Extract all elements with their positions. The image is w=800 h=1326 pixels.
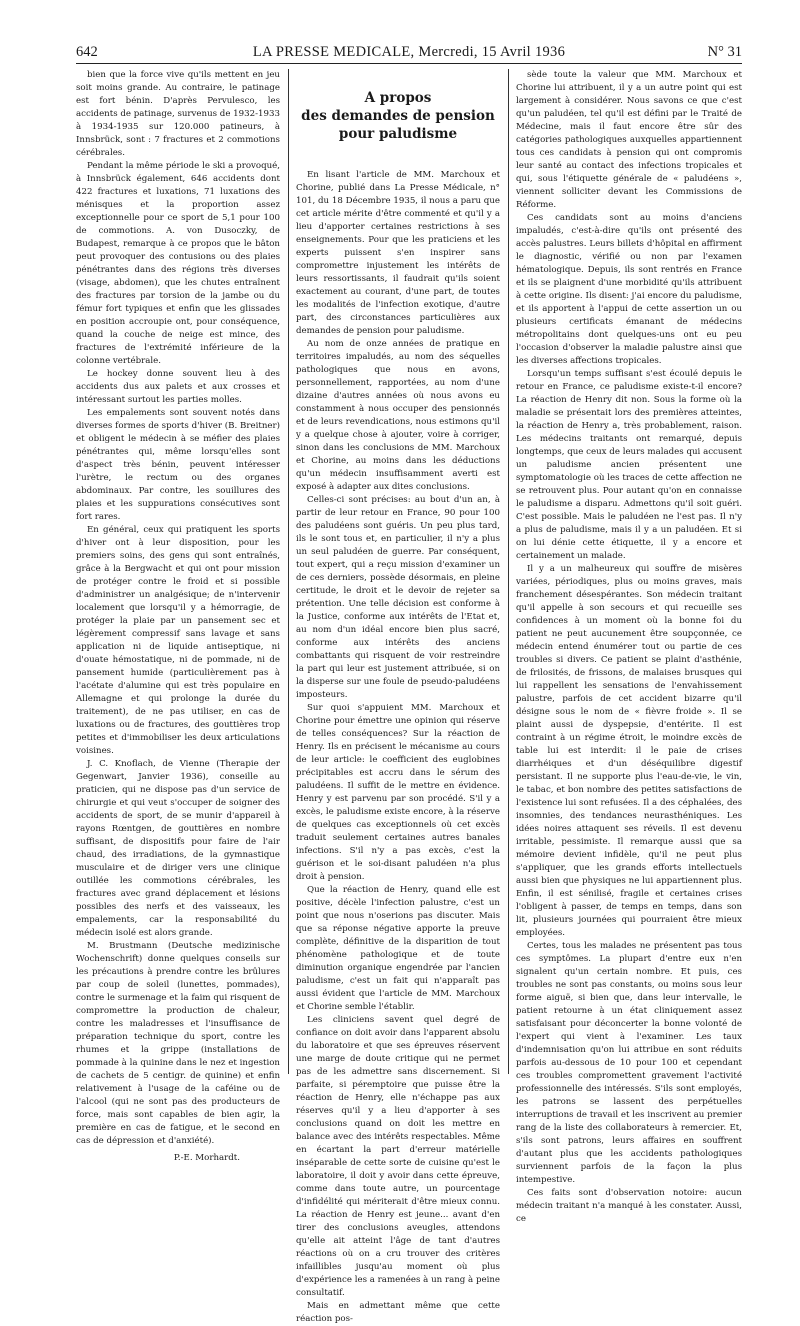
paragraph: Lorsqu'un temps suffisant s'est écoulé depuis le retour en France, ce paludisme existe-t-il encore? La réaction de Henry dit non. Sous la forme où la maladie se présentait lors des premières atteintes, la réaction de Henry a, très probablement, raison. Les médecins traitants ont remarqué, depuis longtemps, que ceux de leurs malades qui accusent un paludisme ancien présentent une symptomatologie où les traces de cette affection ne se retrouvent plus. Pour autant qu'on en connaisse le paludisme a disparu. Admettons qu'il soit guéri. C'est possible. Mais le paludéen ne l'est pas. Il n'y a plus de paludisme, mais il y a un paludéen. Et si on lui dénie cette étiquette, il y a encore et certainement un malade.	[516, 369, 742, 561]
paragraph: Que la réaction de Henry, quand elle est positive, décèle l'infection palustre, c'est un point que nous n'oserions pas discuter. Mais que sa réponse négative apporte la preuve complète, définitive de la disparition de tout phénomène pathologique et de toute diminution organique engendrée par l'ancien paludisme, c'est un fait qui n'apparaît pas aussi évident que l'article de MM. Marchoux et Chorine semble l'établir.	[296, 885, 500, 1012]
paragraph: Le hockey donne souvent lieu à des accidents dus aux palets et aux crosses et intéressant surtout les parties molles.	[76, 369, 280, 405]
paragraph: Au nom de onze années de pratique en territoires impaludés, au nom des séquelles pathologiques que nous en avons, personnellement, rapportées, au nom d'une dizaine d'autres années où nous avons eu constamment à nous occuper des pensionnés et de leurs revendications, nous estimons qu'il y a quelque chose à ajouter, voire à corriger, sinon dans les conclusions de MM. Marchoux et Chorine, au moins dans les déductions qu'un médecin insuffisamment averti est exposé à adapter aux dites conclusions.	[296, 339, 500, 492]
paragraph: En général, ceux qui pratiquent les sports d'hiver ont à leur disposition, pour les premiers soins, des gens qui sont entraînés, grâce à la Bergwacht et qui ont pour mission de protéger contre le froid et si possible d'administrer un analgésique; de n'intervenir localement que lorsqu'il y a hémorragie, de protéger la plaie par un pansement sec et légèrement compressif sans lavage et sans application ni de liquide antiseptique, ni d'ouate hémostatique, ni de pommade, ni de pansement humide (particulièrement pas à l'acétate d'alumine qui est très populaire en Allemagne et qui prolonge la durée du traitement), de ne pas utiliser, en cas de luxations ou de fractures, des gouttières trop petites et d'immobiliser les deux articulations voisines.	[76, 525, 280, 756]
paragraph: Ces faits sont d'observation notoire: aucun médecin traitant n'a manqué à les constater. Aussi, ce	[516, 1188, 742, 1224]
issue-number: N° 31	[707, 44, 742, 60]
title-line: pour paludisme	[338, 126, 458, 142]
header-rule	[76, 63, 742, 64]
column-left	[76, 69, 280, 1163]
running-header	[76, 44, 742, 66]
paragraph: M. Brustmann (Deutsche medizinische Wochenschrift) donne quelques conseils sur les précautions à prendre contre les brûlures par coup de soleil (lunettes, pommades), contre le surmenage et la faim qui risquent de compromettre la production de chaleur, contre les maladresses et l'insuffisance de préparation technique du sport, contre les rhumes et la grippe (installations de pommade à la quinine dans le nez et ingestion de cachets de 5 centigr. de quinine) et enfin relativement à l'usage de la caféine ou de l'alcool (qui ne sont pas des producteurs de force, mais sont capables de bien agir, la première en cas de fatigue, et le second en cas de dépression et d'anxiété).	[76, 941, 280, 1146]
column-right	[516, 69, 742, 1224]
paragraph: Mais en admettant même que cette réaction pos-	[296, 1301, 500, 1324]
journal-title: LA PRESSE MEDICALE, Mercredi, 15 Avril 1936	[252, 44, 566, 60]
column-divider	[508, 69, 509, 1074]
paragraph: En lisant l'article de MM. Marchoux et Chorine, publié dans La Presse Médicale, n° 101, du 18 Décembre 1935, il nous a paru que cet article mérite d'être commenté et qu'il y a lieu d'apporter certaines restrictions à ses enseignements. Pour que les praticiens et les experts puissent s'en inspirer sans compromettre injustement les intérêts de leurs ressortissants, il faudrait qu'ils soient exactement au courant, d'une part, de toutes les modalités de l'infection exotique, d'autre part, des circonstances particulières aux demandes de pension pour paludisme.	[296, 170, 500, 336]
paragraph: Pendant la même période le ski a provoqué, à Innsbrück également, 646 accidents dont 422 fractures et luxations, 71 luxations des ménisques et la proportion assez exceptionnelle pour ce sport de 5,1 pour 100 de commotions. A. von Dusoczky, de Budapest, remarque à ce propos que le bâton peut provoquer des contusions ou des plaies pénétrantes dans des régions très diverses (visage, abdomen), que les chutes entraînent des fractures par torsion de la jambe ou du fémur fort typiques et enfin que les glissades en position accroupie ont, pour conséquence, quand la couche de neige est mince, des fractures de l'extrémité inférieure de la colonne vertébrale.	[76, 161, 280, 366]
paragraph: sède toute la valeur que MM. Marchoux et Chorine lui attribuent, il y a un autre point qui est largement à considérer. Nous savons ce que c'est qu'un paludéen, tel qu'il est défini par le Traité de Médecine, mais il faut encore être sûr des catégories pathologiques auxquelles appartiennent tous ces candidats à pension qui ont compromis leur santé au contact des infections tropicales et qui, sous l'étiquette générale de « paludéens », viennent solliciter devant les Commissions de Réforme.	[516, 70, 742, 210]
title-line: A propos	[364, 90, 432, 106]
article-title	[296, 89, 500, 143]
paragraph: bien que la force vive qu'ils mettent en jeu soit moins grande. Au contraire, le patinage est fort bénin. D'après Pervulesco, les accidents de patinage, survenus de 1932-1933 à 1934-1935 sur 120.000 patineurs, à Innsbrück, sont : 7 fractures et 2 commotions cérébrales.	[76, 70, 280, 158]
title-line: des demandes de pension	[301, 108, 495, 124]
author-signature: P.-E. Morhardt.	[173, 1153, 240, 1163]
paragraph: Les cliniciens savent quel degré de confiance on doit avoir dans l'apparent absolu du laboratoire et que ses épreuves réservent une marge de doute critique qui ne permet pas de les admettre sans discernement. Si parfaite, si péremptoire que puisse être la réaction de Henry, elle n'échappe pas aux réserves qu'il y a lieu d'apporter à ses conclusions quand on doit les mettre en balance avec des intérêts respectables. Même en écartant la part d'erreur matérielle inséparable de cette sorte de cuisine qu'est le laboratoire, il doit y avoir dans cette épreuve, comme dans toute autre, un pourcentage d'infidélité qui mériterait d'être mieux connu. La réaction de Henry est jeune... avant d'en tirer des conclusions aveugles, attendons qu'elle ait atteint l'âge de tant d'autres réactions où on a cru trouver des critères infaillibles jusqu'au moment où plus d'expérience les a ramenées à un rang à peine consultatif.	[296, 1015, 500, 1298]
paragraph: Il y a un malheureux qui souffre de misères variées, périodiques, plus ou moins graves, mais franchement désespérantes. Son médecin traitant qu'il appelle à son secours et qui recueille ses confidences à un moment où la bonne foi du patient ne peut aucunement être soupçonnée, ce médecin entend énumérer tout ou partie de ces troubles si divers. Ce patient se plaint d'asthénie, de frilosités, de frissons, de malaises brusques qui lui rappellent les sensations de l'envahissement palustre, parfois de cet accident bizarre qu'il désigne sous le nom de « fièvre froide ». Il se plaint aussi de dyspepsie, d'entérite. Il est contraint à un régime étroit, le moindre excès de table lui est interdit: il le paie de crises diarrhéiques et d'un déséquilibre digestif persistant. Il ne supporte plus l'eau-de-vie, le vin, le tabac, et bon nombre des petites satisfactions de l'existence lui sont refusées. Il a des céphalées, des insomnies, des tendances neurasthéniques. Les idées noires attaquent ses réveils. Il est devenu irritable, pessimiste. Il remarque aussi que sa mémoire devient infidèle, qu'il ne peut plus s'appliquer, que les grands efforts intellectuels aussi bien que physiques ne lui appartiennent plus. Enfin, il est sénilisé, fragile et certaines crises l'obligent à passer, de temps en temps, dans son lit, plusieurs journées qui pourraient être mieux employées.	[516, 564, 742, 938]
paragraph: Les empalements sont souvent notés dans diverses formes de sports d'hiver (B. Breitner) et obligent le médecin à se méfier des plaies pénétrantes qui, même lorsqu'elles sont d'aspect très bénin, peuvent intéresser l'urètre, le rectum ou des organes abdominaux. Par contre, les souillures des plaies et les suppurations consécutives sont fort rares.	[76, 408, 280, 522]
paragraph: Celles-ci sont précises: au bout d'un an, à partir de leur retour en France, 90 pour 100 des paludéens sont guéris. Un peu plus tard, ils le sont tous et, en particulier, il n'y a plus un seul paludéen de guerre. Par conséquent, tout expert, qui a reçu mission d'examiner un de ces derniers, possède désormais, en pleine certitude, le droit et le devoir de rejeter sa prétention. Une telle décision est conforme à la Justice, conforme aux intérêts de l'Etat et, au nom d'un idéal encore bien plus sacré, conforme aux intérêts des anciens combattants qui risquent de voir restreindre la part qui leur est justement attribuée, si on la disperse sur une foule de pseudo-paludéens imposteurs.	[296, 495, 500, 700]
paragraph: Ces candidats sont au moins d'anciens impaludés, c'est-à-dire qu'ils ont présenté des accès palustres. Leurs billets d'hôpital en affirment le diagnostic, vérifié ou non par l'examen hématologique. Depuis, ils sont rentrés en France et ils se plaignent d'une morbidité qu'ils attribuent à cette origine. Ils disent: j'ai encore du paludisme, et ils apportent à l'appui de cette assertion un ou plusieurs certificats émanant de médecins métropolitains dont quelques-uns ont eu peu l'occasion d'observer la maladie palustre ainsi que les diverses affections tropicales.	[516, 213, 742, 366]
column-divider	[288, 69, 289, 1074]
page-number: 642	[76, 44, 98, 60]
paragraph: Certes, tous les malades ne présentent pas tous ces symptômes. La plupart d'entre eux n'en signalent qu'un certain nombre. Et puis, ces troubles ne sont pas constants, ou moins sous leur forme aiguë, si bien que, dans leur intervalle, le patient retourne à un état cliniquement assez satisfaisant pour déconcerter la bonne volonté de l'expert qui vient à l'examiner. Les taux d'indemnisation qu'on lui attribue en sont réduits parfois au-dessous de 10 pour 100 et cependant ces troubles compromettent gravement l'activité professionnelle des intéressés. S'ils sont employés, les patrons se lassent des perpétuelles interruptions de travail et les inscrivent au premier rang de la liste des collaborateurs à remercier. Et, s'ils sont patrons, leurs affaires en souffrent d'autant plus que les accidents pathologiques surviennent parfois de la façon la plus intempestive.	[516, 941, 742, 1185]
paragraph: J. C. Knoflach, de Vienne (Therapie der Gegenwart, Janvier 1936), conseille au praticien, qui ne dispose pas d'un service de chirurgie et qui veut s'occuper de soigner des accidents de sport, de se munir d'appareil à rayons Rœntgen, de gouttières en nombre suffisant, de dispositifs pour faire de l'air chaud, des irradiations, de la gymnastique musculaire et de diriger vers une clinique outillée les commotions cérébrales, les fractures avec grand déplacement et lésions possibles des nerfs et des vaisseaux, les empalements, car la responsabilité du médecin isolé est alors grande.	[76, 759, 280, 938]
paragraph: Sur quoi s'appuient MM. Marchoux et Chorine pour émettre une opinion qui réserve de telles conséquences? Sur la réaction de Henry. Ils en précisent le mécanisme au cours de leur article: le coefficient des euglobines précipitables est accru dans le sérum des paludéens. Il suffit de le mettre en évidence. Henry y est parvenu par son procédé. S'il y a excès, le paludisme existe encore, à la réserve de quelques cas exceptionnels où cet excès traduit seulement certaines autres banales infections. S'il n'y a pas excès, c'est la guérison et le soi-disant paludéen n'a plus droit à pension.	[296, 703, 500, 882]
column-middle	[296, 69, 500, 1324]
